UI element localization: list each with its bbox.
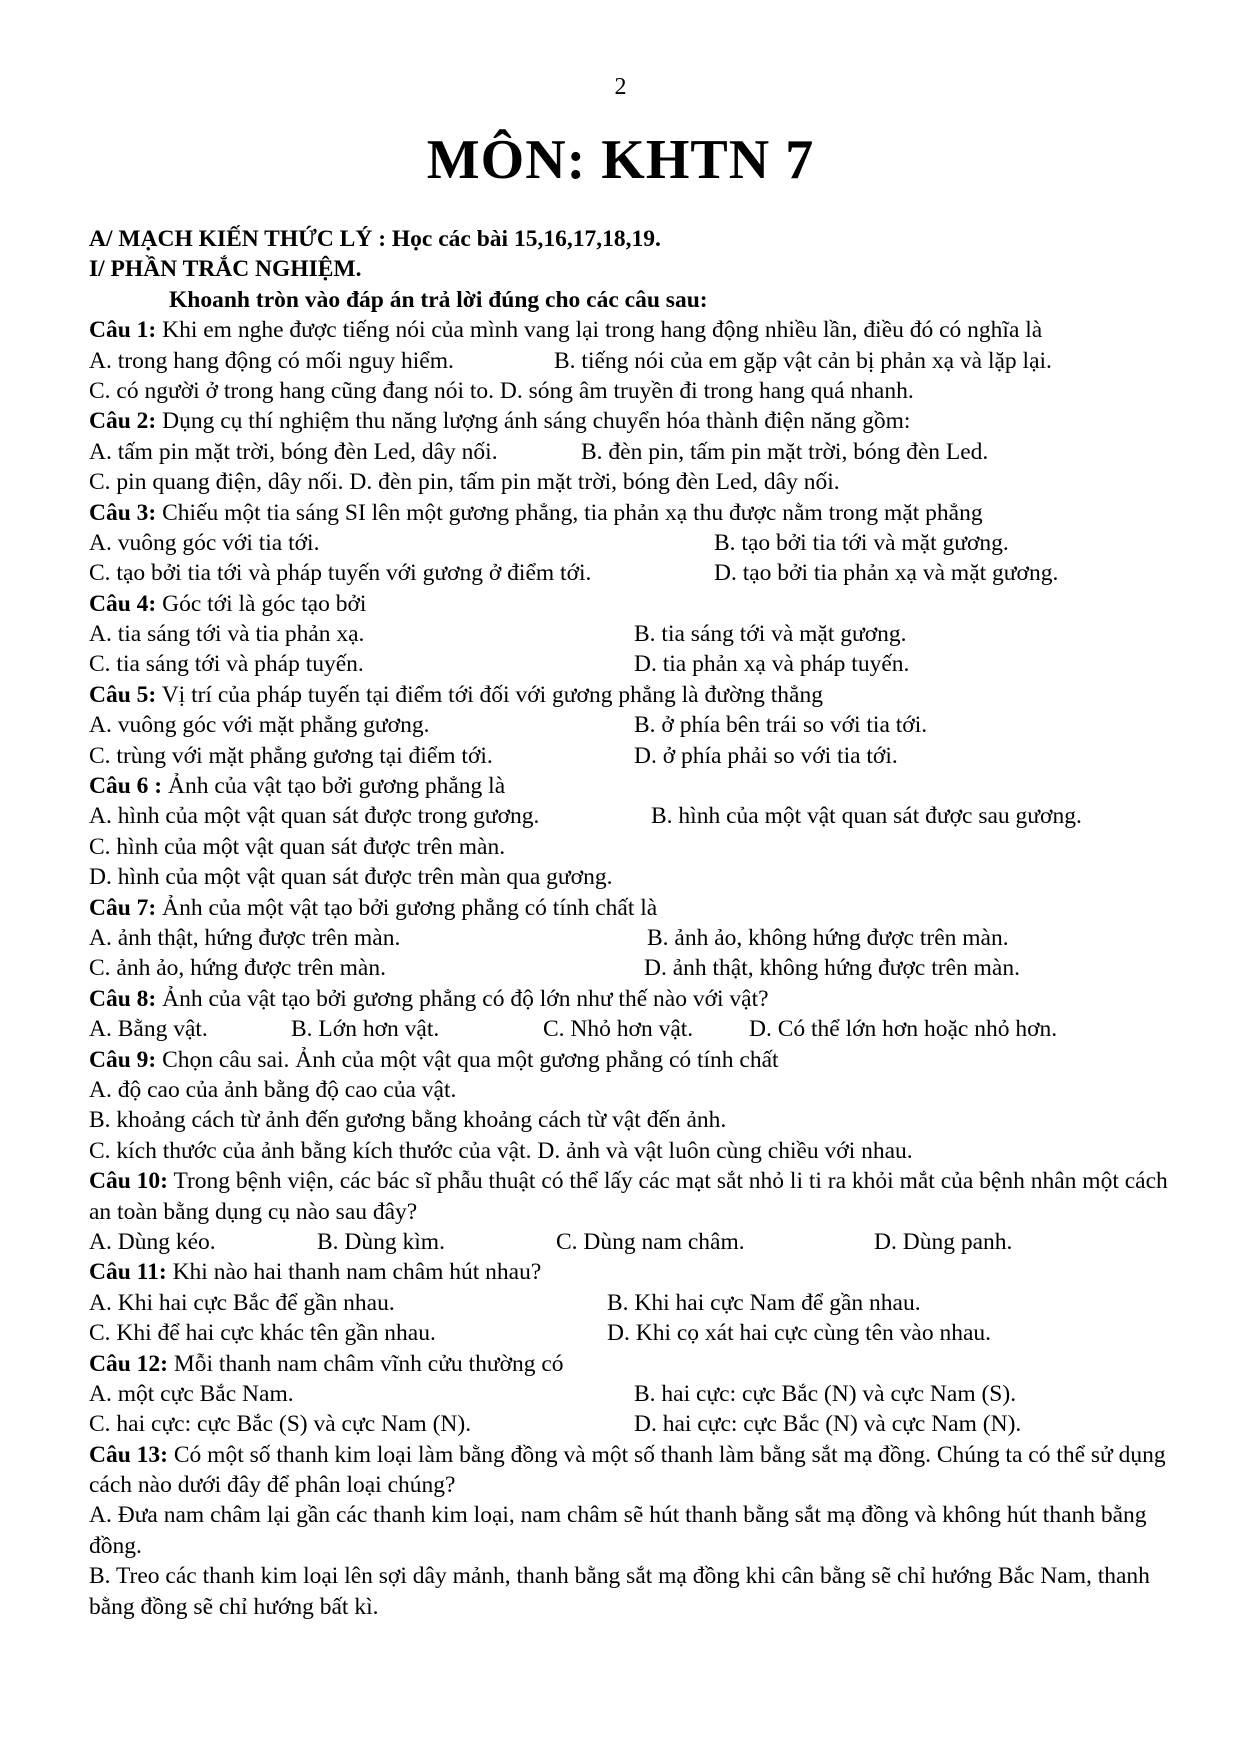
option-c: C. trùng với mặt phẳng gương tại điểm tới. — [89, 742, 493, 769]
question-label: Câu 1: — [89, 317, 157, 344]
options-row — [89, 558, 1179, 588]
option-a: A. tấm pin mặt trời, bóng đèn Led, dây nối. — [89, 438, 498, 465]
option-cd: C. pin quang điện, dây nối. D. đèn pin, tấm pin mặt trời, bóng đèn Led, dây nối. — [89, 469, 840, 496]
options-row — [89, 346, 1179, 376]
option-a: A. tia sáng tới và tia phản xạ. — [89, 621, 365, 648]
question-label: Câu 12: — [89, 1350, 168, 1377]
option-a: A. ảnh thật, hứng được trên màn. — [89, 925, 401, 951]
options-row — [89, 1288, 1179, 1318]
option-a: A. trong hang động có mối nguy hiểm. — [89, 347, 454, 374]
options-row — [89, 528, 1179, 558]
option-a: A. vuông góc với mặt phẳng gương. — [89, 712, 430, 739]
question-label: Câu 2: — [89, 408, 157, 435]
question-label: Câu 8: — [89, 985, 157, 1012]
option-c: C. Khi để hai cực khác tên gần nhau. — [89, 1320, 436, 1347]
question-label: Câu 3: — [89, 499, 157, 526]
options-row — [89, 1227, 1179, 1257]
options-row — [89, 649, 1179, 679]
option-a: A. hình của một vật quan sát được trong gương. — [89, 803, 540, 830]
option-b: B. khoảng cách từ ảnh đến gương bằng khoảng cách từ vật đến ảnh. — [89, 1107, 727, 1134]
option-d: D. hai cực: cực Bắc (N) và cực Nam (N). — [634, 1411, 1022, 1438]
instruction: Khoanh tròn vào đáp án trả lời đúng cho các câu sau: — [169, 286, 708, 313]
question-label: Câu 5: — [89, 681, 157, 708]
option-a: A. Bằng vật. — [89, 1016, 208, 1043]
question-text: Mỗi thanh nam châm vĩnh cửu thường có — [168, 1350, 564, 1377]
question-text: Chọn câu sai. Ảnh của một vật qua một gương phẳng có tính chất — [156, 1046, 779, 1073]
question-text: Dụng cụ thí nghiệm thu năng lượng ánh sáng chuyển hóa thành điện năng gồm: — [156, 408, 911, 435]
page-number: 2 — [614, 74, 627, 100]
question-13 — [89, 1440, 1179, 1501]
option-c: C. ảnh ảo, hứng được trên màn. — [89, 955, 386, 982]
option-c: C. tia sáng tới và pháp tuyến. — [89, 651, 364, 678]
option-d: D. tạo bởi tia phản xạ và mặt gương. — [714, 560, 1059, 587]
question-text: Trong bệnh viện, các bác sĩ phẫu thuật có thể lấy các mạt sắt nhỏ li ti ra khỏi mắt của bệnh nhân một cách an toàn bằng dụng cụ nào sau đây? — [89, 1168, 1168, 1225]
options-row — [89, 1014, 1179, 1044]
question-text: Có một số thanh kim loại làm bằng đồng và một số thanh làm bằng sắt mạ đồng. Chúng ta có thể sử dụng cách nào dưới đây để phân loại chúng? — [89, 1441, 1166, 1499]
option-c: C. hình của một vật quan sát được trên màn. — [89, 833, 506, 860]
options-row — [89, 741, 1179, 771]
question-label: Câu 9: — [89, 1046, 157, 1073]
option-b: B. hình của một vật quan sát được sau gương. — [651, 803, 1082, 830]
question-11 — [89, 1257, 1179, 1287]
question-9 — [89, 1045, 1179, 1075]
question-3 — [89, 498, 1179, 528]
option-d: D. Dùng panh. — [874, 1228, 1013, 1255]
option-b: B. Khi hai cực Nam để gần nhau. — [607, 1289, 921, 1316]
option-a: A. độ cao của ảnh bằng độ cao của vật. — [89, 1076, 457, 1103]
option-d: D. hình của một vật quan sát được trên màn qua gương. — [89, 864, 613, 891]
options-row — [89, 953, 1179, 983]
options-row — [89, 1409, 1179, 1439]
options-row — [89, 1318, 1179, 1348]
option-b: B. Dùng kìm. — [317, 1228, 445, 1255]
option-b: B. tiếng nói của em gặp vật cản bị phản xạ và lặp lại. — [554, 347, 1052, 374]
options-row — [89, 1379, 1179, 1409]
page-title: MÔN: KHTN 7 — [426, 129, 815, 191]
option-a: A. vuông góc với tia tới. — [89, 529, 320, 556]
options-row — [89, 923, 1179, 953]
option-b: B. đèn pin, tấm pin mặt trời, bóng đèn Led. — [581, 438, 989, 465]
option-b: B. tia sáng tới và mặt gương. — [634, 621, 907, 648]
option-d: D. ảnh thật, không hứng được trên màn. — [644, 955, 1020, 982]
option-d: D. Có thể lớn hơn hoặc nhỏ hơn. — [749, 1016, 1058, 1043]
option-a: A. Dùng kéo. — [89, 1228, 216, 1255]
document-body — [89, 224, 1179, 1622]
option-b: B. ảnh ảo, không hứng được trên màn. — [647, 925, 1009, 951]
question-label: Câu 10: — [89, 1168, 168, 1195]
option-b: B. ở phía bên trái so với tia tới. — [634, 712, 928, 739]
question-8 — [89, 984, 1179, 1014]
option-d: D. Khi cọ xát hai cực cùng tên vào nhau. — [607, 1320, 992, 1347]
question-5 — [89, 680, 1179, 710]
question-text: Khi em nghe được tiếng nói của mình vang lại trong hang động nhiều lần, điều đó có nghĩa là — [156, 317, 1043, 344]
options-row — [89, 710, 1179, 740]
options-row — [89, 619, 1179, 649]
section-heading: A/ MẠCH KIẾN THỨC LÝ : Học các bài 15,16,17,18,19. — [89, 226, 661, 252]
question-1 — [89, 315, 1179, 345]
option-a: A. Đưa nam châm lại gần các thanh kim loại, nam châm sẽ hút thanh bằng sắt mạ đồng và không hút thanh bằng đồng. — [89, 1502, 1147, 1559]
option-a: A. một cực Bắc Nam. — [89, 1380, 294, 1407]
question-text: Khi nào hai thanh nam châm hút nhau? — [166, 1259, 542, 1286]
option-b: B. tạo bởi tia tới và mặt gương. — [714, 529, 1009, 556]
question-text: Ảnh của vật tạo bởi gương phẳng là — [162, 773, 506, 800]
option-c: C. Nhỏ hơn vật. — [543, 1016, 694, 1043]
option-b: B. Treo các thanh kim loại lên sợi dây mảnh, thanh bằng sắt mạ đồng khi cân bằng sẽ chỉ hướng Bắc Nam, thanh bằng đồng sẽ chỉ hướng bất kì. — [89, 1563, 1150, 1620]
question-label: Câu 7: — [89, 894, 157, 921]
options-row — [89, 801, 1179, 831]
question-text: Ảnh của vật tạo bởi gương phẳng có độ lớn như thế nào với vật? — [156, 985, 769, 1012]
question-label: Câu 6 : — [89, 773, 163, 800]
question-text: Góc tới là góc tạo bởi — [156, 590, 367, 617]
question-10 — [89, 1166, 1179, 1227]
option-d: D. tia phản xạ và pháp tuyến. — [634, 651, 910, 678]
question-text: Vị trí của pháp tuyến tại điểm tới đối với gương phẳng là đường thẳng — [156, 681, 823, 708]
option-a: A. Khi hai cực Bắc để gần nhau. — [89, 1289, 395, 1316]
part-heading: I/ PHẦN TRẮC NGHIỆM. — [89, 256, 362, 283]
option-cd: C. kích thước của ảnh bằng kích thước của vật. D. ảnh và vật luôn cùng chiều với nhau. — [89, 1137, 913, 1164]
option-b: B. hai cực: cực Bắc (N) và cực Nam (S). — [634, 1380, 1017, 1407]
question-label: Câu 4: — [89, 590, 157, 617]
options-row — [89, 437, 1179, 467]
question-4 — [89, 589, 1179, 619]
question-text: Ảnh của một vật tạo bởi gương phẳng có tính chất là — [156, 894, 658, 921]
option-cd: C. có người ở trong hang cũng đang nói to. D. sóng âm truyền đi trong hang quá nhanh. — [89, 377, 914, 404]
question-text: Chiếu một tia sáng SI lên một gương phẳng, tia phản xạ thu được nằm trong mặt phẳng — [156, 499, 983, 526]
question-2 — [89, 406, 1179, 436]
question-7 — [89, 893, 1179, 923]
option-d: D. ở phía phải so với tia tới. — [634, 742, 898, 769]
option-b: B. Lớn hơn vật. — [291, 1016, 440, 1043]
option-c: C. hai cực: cực Bắc (S) và cực Nam (N). — [89, 1411, 472, 1438]
question-label: Câu 11: — [89, 1259, 167, 1286]
question-label: Câu 13: — [89, 1441, 168, 1468]
question-12 — [89, 1349, 1179, 1379]
question-6 — [89, 771, 1179, 801]
option-c: C. tạo bởi tia tới và pháp tuyến với gương ở điểm tới. — [89, 560, 592, 587]
option-c: C. Dùng nam châm. — [556, 1228, 745, 1255]
